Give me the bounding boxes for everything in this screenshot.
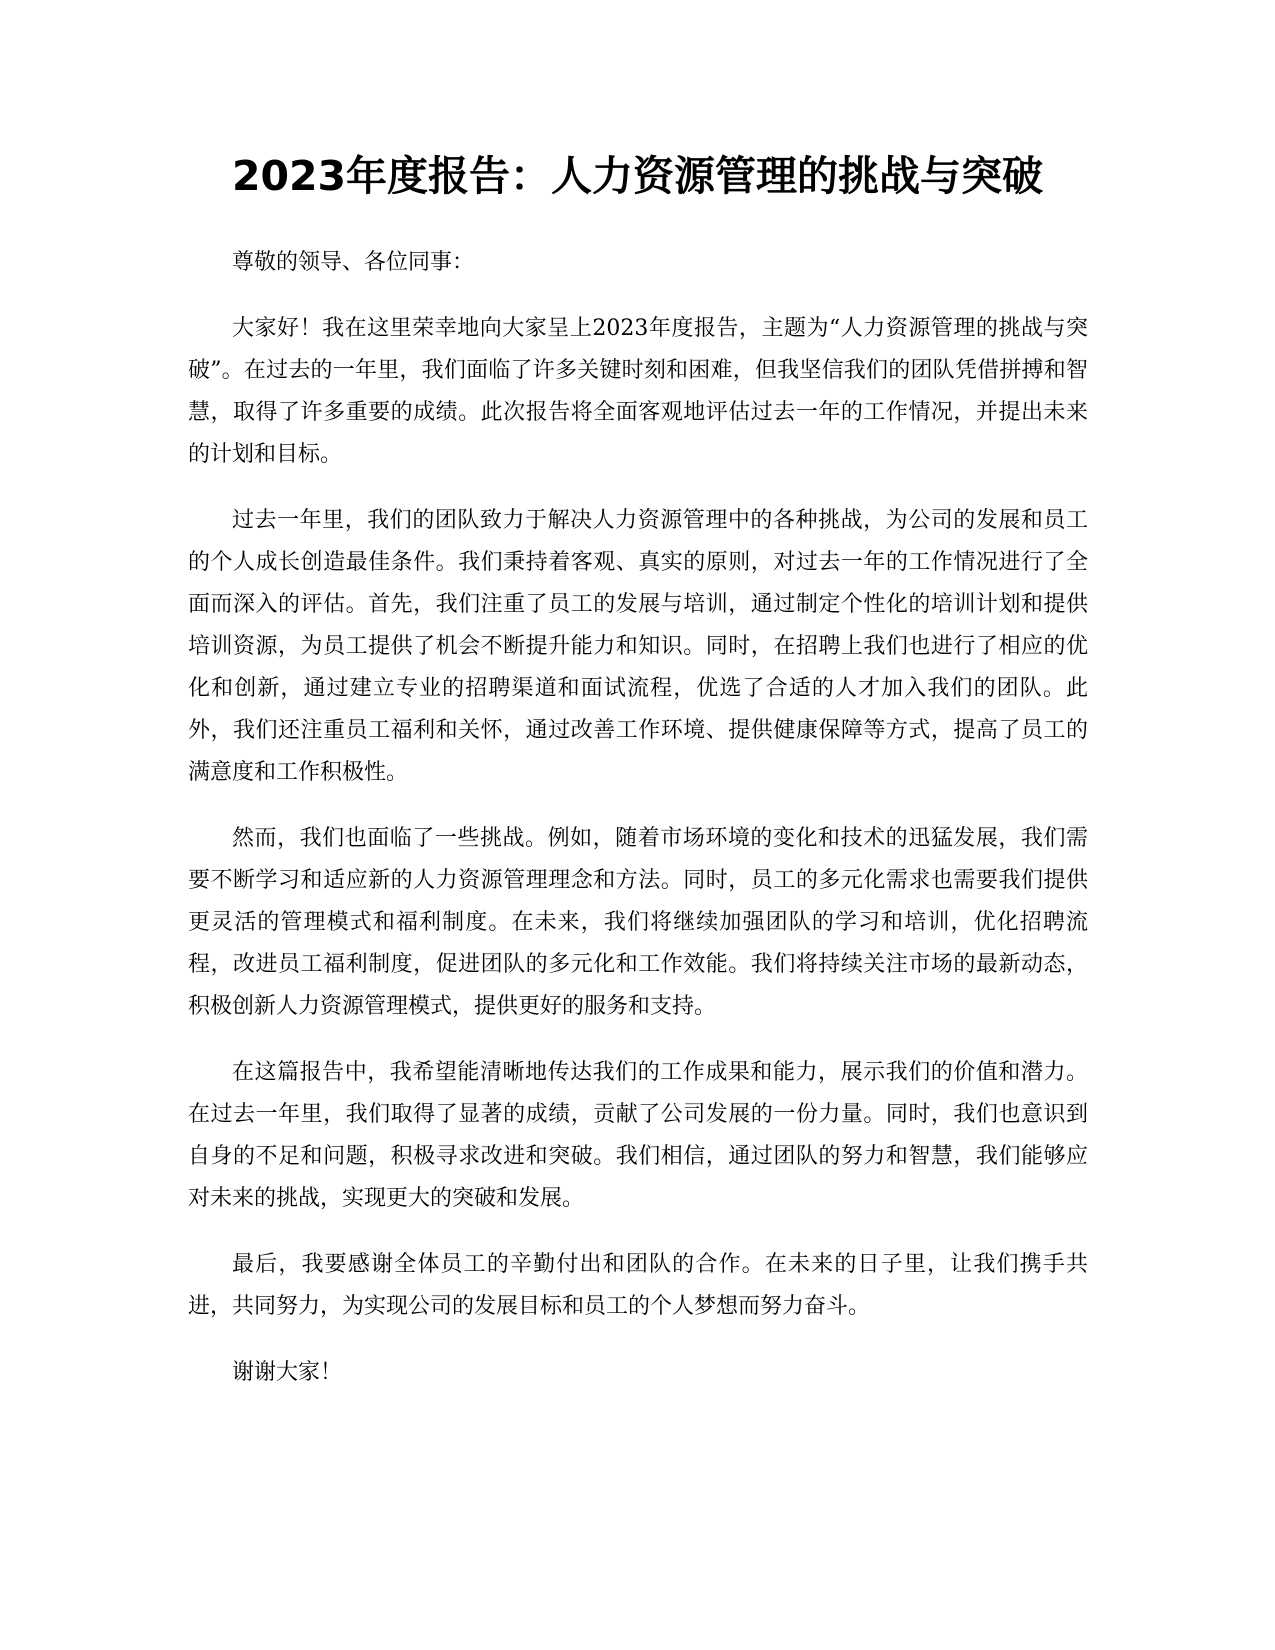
intro-paragraph: 大家好！我在这里荣幸地向大家呈上2023年度报告，主题为“人力资源管理的挑战与突破”。在过去的一年里，我们面临了许多关键时刻和困难，但我坚信我们的团队凭借拼搏和智慧，取得了许多重要的成绩。此次报告将全面客观地评估过去一年的工作情况，并提出未来的计划和目标。 xyxy=(188,316,1088,467)
document-body xyxy=(188,242,1088,1418)
reflection-paragraph: 在这篇报告中，我希望能清晰地传达我们的工作成果和能力，展示我们的价值和潜力。在过去一年里，我们取得了显著的成绩，贡献了公司发展的一份力量。同时，我们也意识到自身的不足和问题，积极寻求改进和突破。我们相信，通过团队的努力和智慧，我们能够应对未来的挑战，实现更大的突破和发展。 xyxy=(188,1060,1088,1211)
salutation-paragraph: 尊敬的领导、各位同事： xyxy=(232,250,475,275)
challenges-paragraph: 然而，我们也面临了一些挑战。例如，随着市场环境的变化和技术的迅猛发展，我们需要不断学习和适应新的人力资源管理理念和方法。同时，员工的多元化需求也需要我们提供更灵活的管理模式和福利制度。在未来，我们将继续加强团队的学习和培训，优化招聘流程，改进员工福利制度，促进团队的多元化和工作效能。我们将持续关注市场的最新动态，积极创新人力资源管理模式，提供更好的服务和支持。 xyxy=(188,826,1088,1019)
closing-paragraph: 谢谢大家！ xyxy=(232,1360,343,1385)
document-title: 2023年度报告：人力资源管理的挑战与突破 xyxy=(231,152,1044,200)
achievements-paragraph: 过去一年里，我们的团队致力于解决人力资源管理中的各种挑战，为公司的发展和员工的个人成长创造最佳条件。我们秉持着客观、真实的原则，对过去一年的工作情况进行了全面而深入的评估。首先，我们注重了员工的发展与培训，通过制定个性化的培训计划和提供培训资源，为员工提供了机会不断提升能力和知识。同时，在招聘上我们也进行了相应的优化和创新，通过建立专业的招聘渠道和面试流程，优选了合适的人才加入我们的团队。此外，我们还注重员工福利和关怀，通过改善工作环境、提供健康保障等方式，提高了员工的满意度和工作积极性。 xyxy=(188,508,1088,785)
thanks-paragraph: 最后，我要感谢全体员工的辛勤付出和团队的合作。在未来的日子里，让我们携手共进，共同努力，为实现公司的发展目标和员工的个人梦想而努力奋斗。 xyxy=(188,1252,1088,1319)
